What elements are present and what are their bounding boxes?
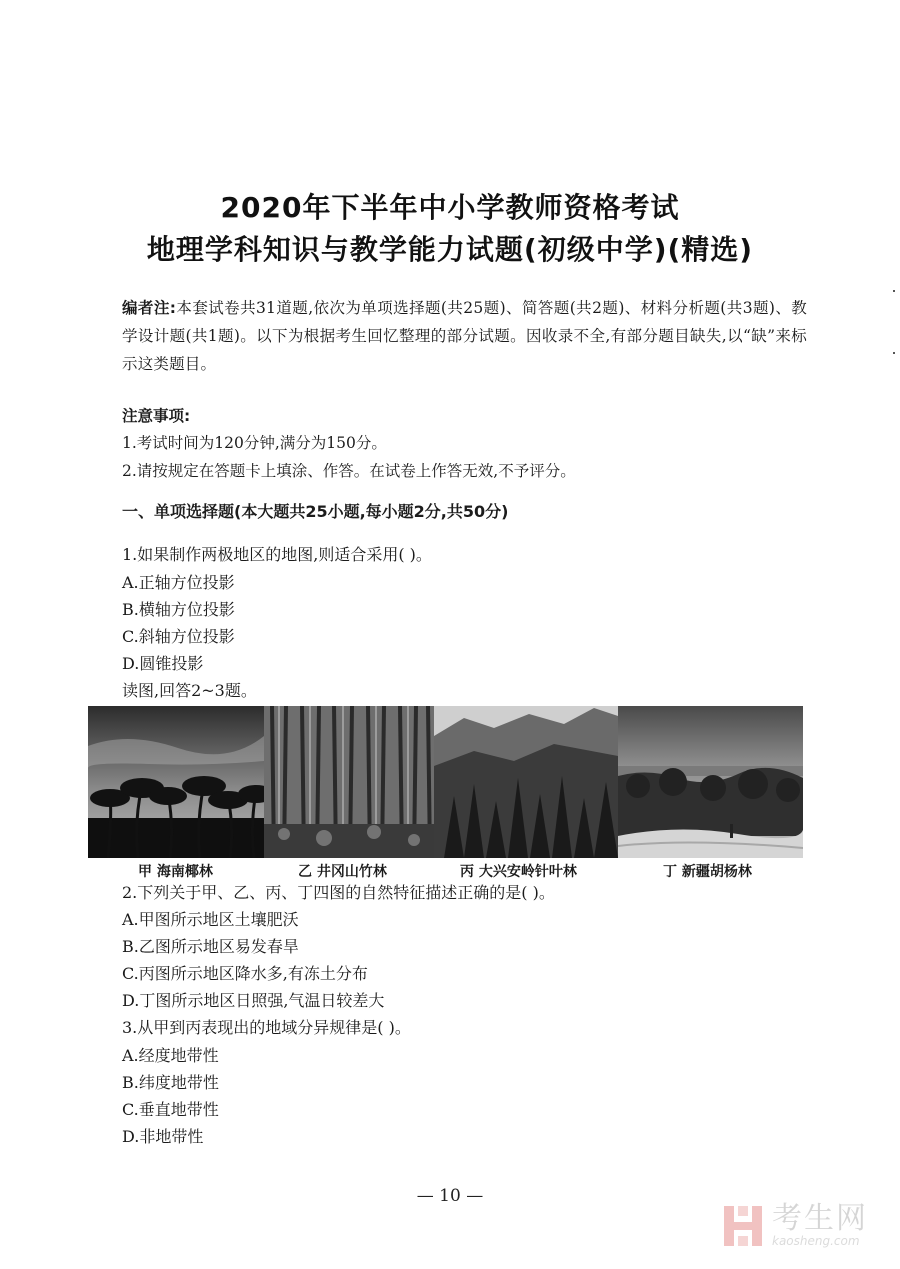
photo-daxinganling-conifers — [434, 706, 618, 858]
question-1-option-d: D.圆锥投影 — [122, 654, 204, 673]
question-2-stem: 2.下列关于甲、乙、丙、丁四图的自然特征描述正确的是( )。 — [122, 883, 555, 902]
caption-jia: 甲 海南椰林 — [138, 864, 213, 880]
question-3-option-b: B.纬度地带性 — [122, 1073, 219, 1092]
question-3-option-a: A.经度地带性 — [122, 1046, 219, 1065]
page-number: — 10 — — [416, 1186, 484, 1206]
watermark-en: kaosheng.com — [772, 1234, 860, 1248]
scan-mark — [893, 290, 895, 292]
photo-jinggangshan-bamboo — [264, 706, 434, 858]
question-1-option-c: C.斜轴方位投影 — [122, 627, 235, 646]
watermark-text — [772, 1201, 868, 1248]
question-2-option-d: D.丁图所示地区日照强,气温日较差大 — [122, 991, 385, 1010]
question-3-stem: 3.从甲到丙表现出的地域分异规律是( )。 — [122, 1018, 411, 1037]
section-heading: 一、单项选择题(本大题共25小题,每小题2分,共50分) — [122, 502, 509, 521]
caption-bing: 丙 大兴安岭针叶林 — [460, 864, 577, 880]
question-2-option-c: C.丙图所示地区降水多,有冻土分布 — [122, 964, 368, 983]
question-1-option-b: B.横轴方位投影 — [122, 600, 235, 619]
editor-note — [122, 294, 807, 378]
photo-xinjiang-poplar — [618, 706, 803, 858]
kaosheng-watermark — [722, 1198, 892, 1254]
editor-note-label: 编者注: — [122, 299, 177, 317]
question-1-stem: 1.如果制作两极地区的地图,则适合采用( )。 — [122, 545, 432, 564]
caption-yi: 乙 井冈山竹林 — [298, 864, 387, 880]
question-2-option-a: A.甲图所示地区土壤肥沃 — [122, 910, 299, 929]
page-title-line1: 2020年下半年中小学教师资格考试 — [220, 191, 680, 224]
page-title-line2: 地理学科知识与教学能力试题(初级中学)(精选) — [146, 233, 754, 266]
notice-item-2: 2.请按规定在答题卡上填涂、作答。在试卷上作答无效,不予评分。 — [122, 462, 576, 480]
question-2-option-b: B.乙图所示地区易发春旱 — [122, 937, 299, 956]
kaosheng-logo-icon — [722, 1202, 766, 1250]
notice-heading: 注意事项: — [122, 407, 191, 425]
question-3-option-c: C.垂直地带性 — [122, 1100, 219, 1119]
figure-intro: 读图,回答2~3题。 — [122, 681, 257, 700]
notice-item-1: 1.考试时间为120分钟,满分为150分。 — [122, 434, 387, 452]
editor-note-text: 本套试卷共31道题,依次为单项选择题(共25题)、简答题(共2题)、材料分析题(共3题)、教学设计题(共1题)。以下为根据考生回忆整理的部分试题。因收录不全,有部分题目缺失,以“缺”来标示这类题目。 — [122, 299, 807, 373]
question-3-option-d: D.非地带性 — [122, 1127, 204, 1146]
forest-photo-strip — [88, 706, 803, 858]
watermark-cn: 考生网 — [772, 1201, 868, 1236]
photo-hainan-coconut-grove — [88, 706, 264, 858]
question-1-option-a: A.正轴方位投影 — [122, 573, 235, 592]
caption-ding: 丁 新疆胡杨林 — [663, 864, 752, 880]
scan-mark — [893, 352, 895, 354]
